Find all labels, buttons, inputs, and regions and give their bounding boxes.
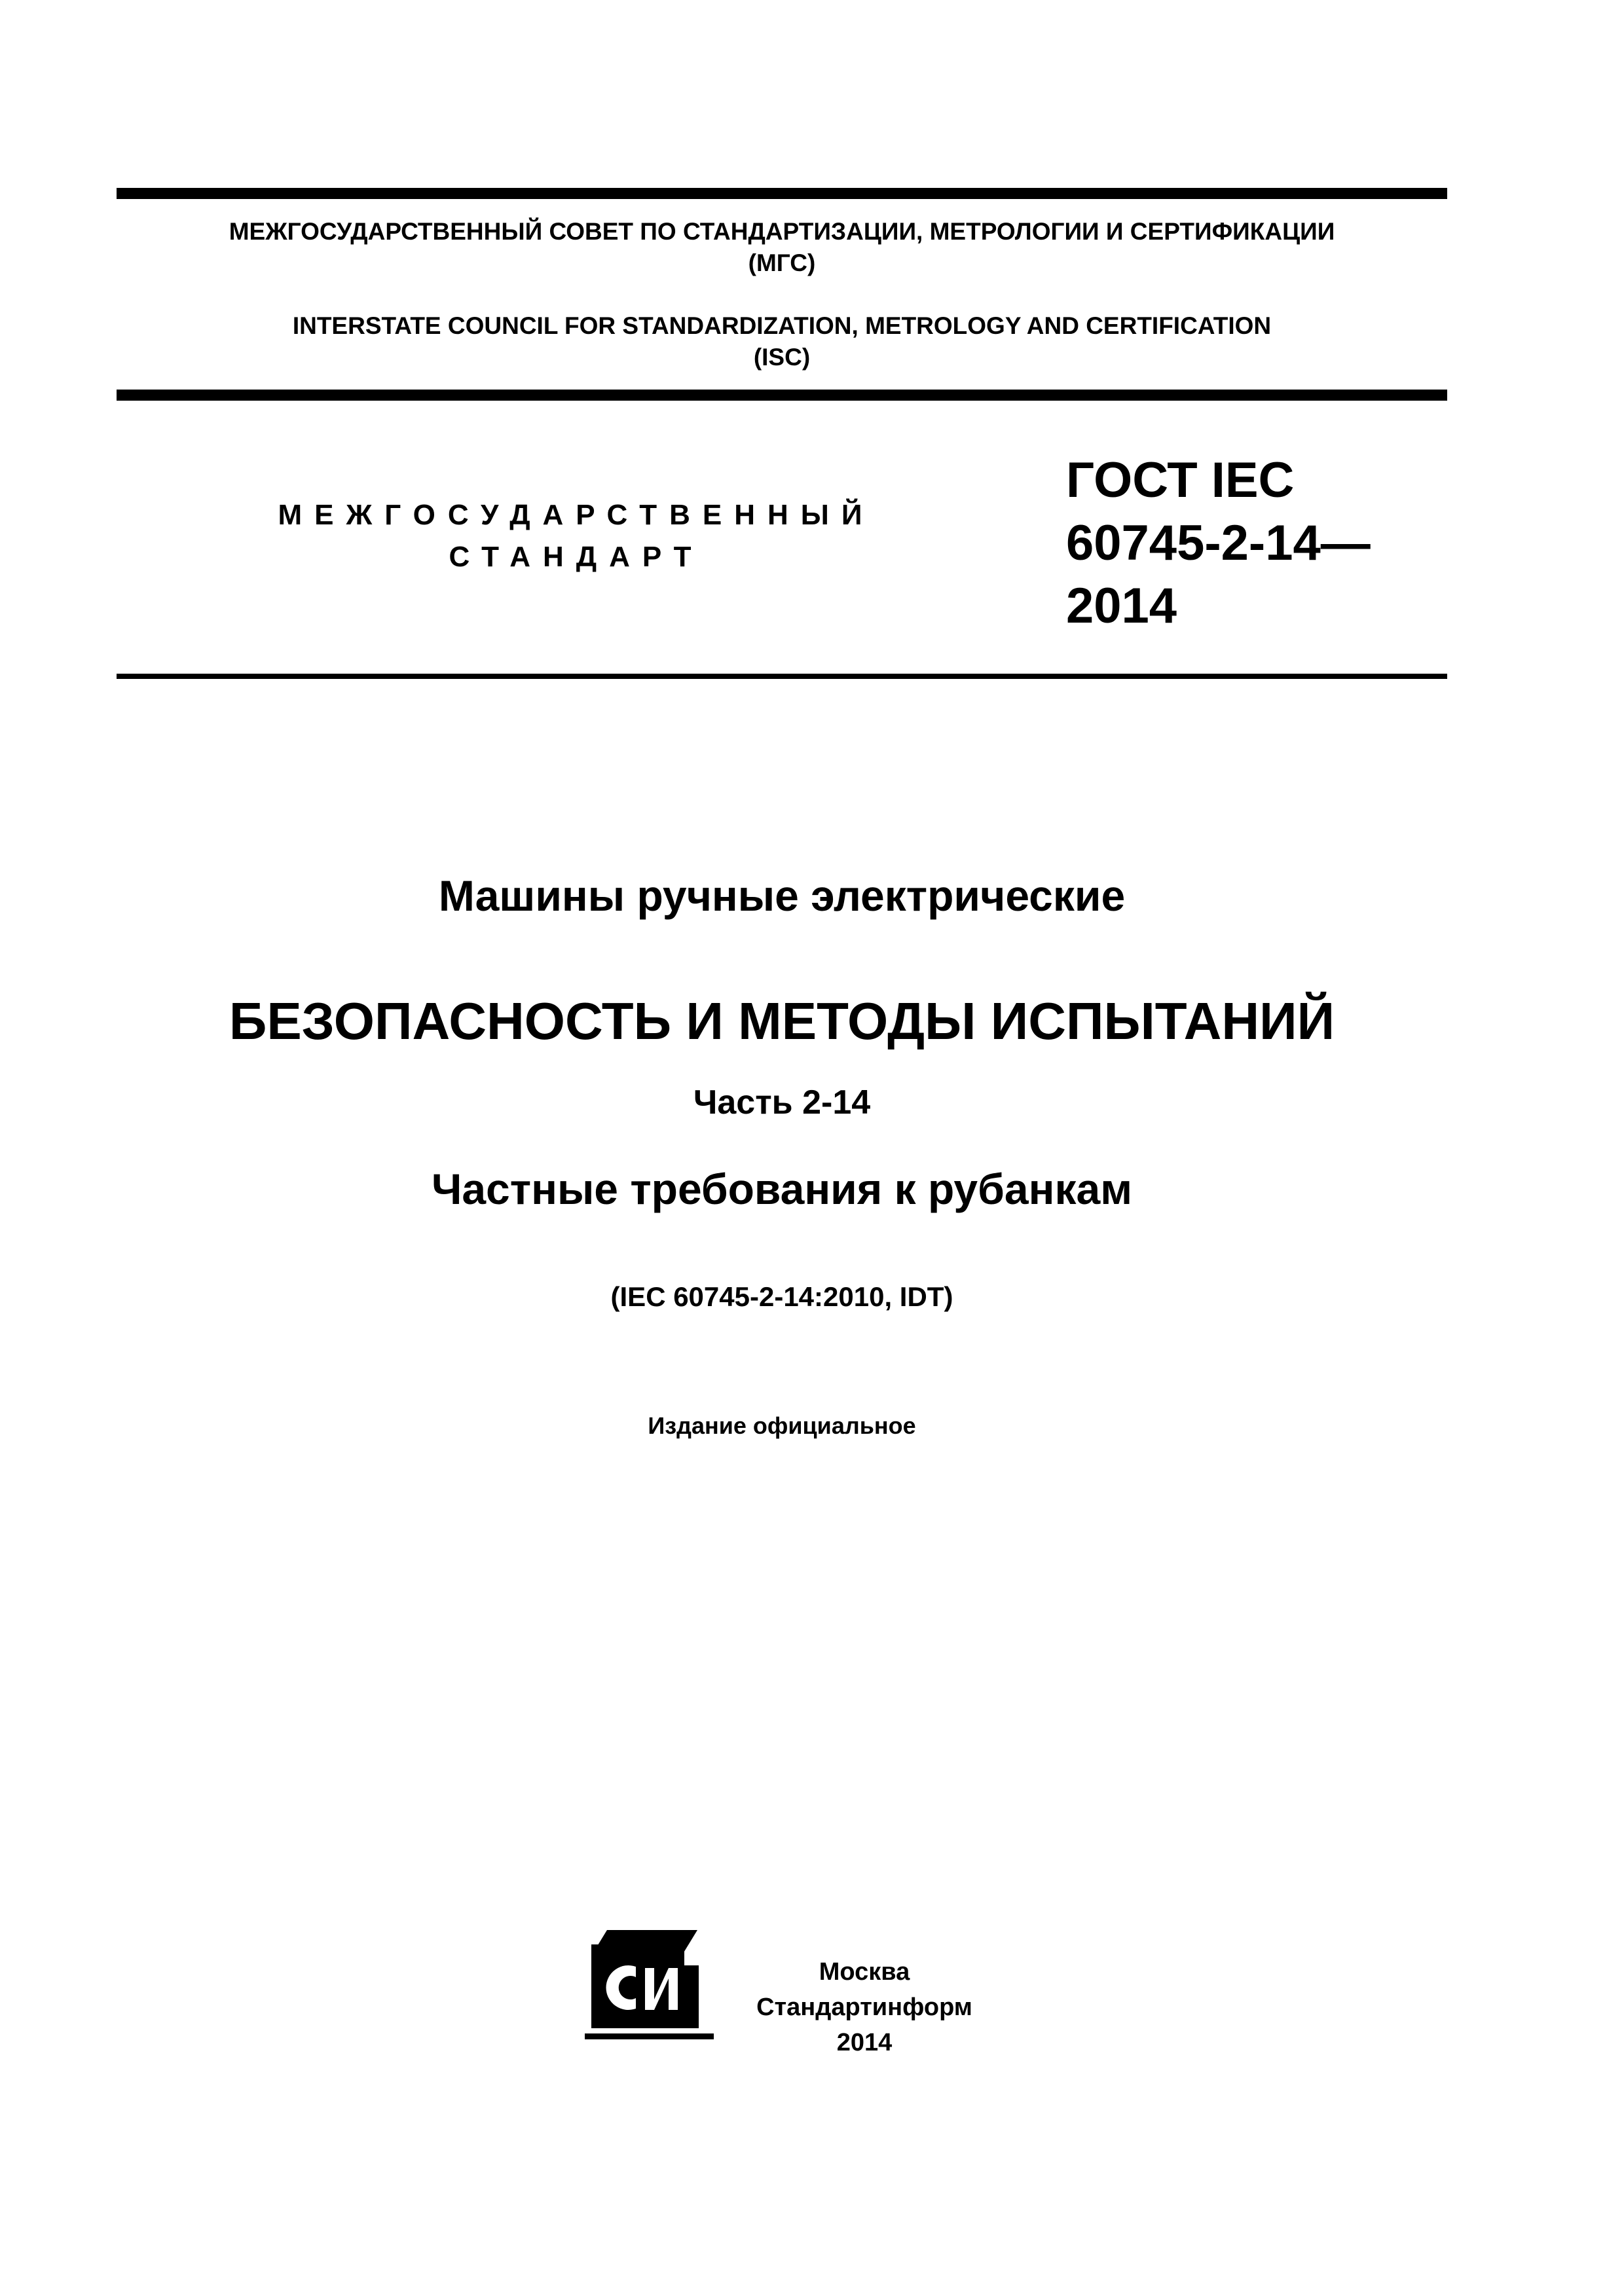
designation-line-2: 60745-2-14—	[1066, 515, 1371, 571]
council-abbr-en: (ISC)	[753, 344, 811, 371]
middle-rule	[117, 390, 1447, 401]
designation-line-3: 2014	[1066, 578, 1177, 634]
council-abbr-ru: (МГС)	[748, 249, 816, 276]
council-name-en: INTERSTATE COUNCIL FOR STANDARDIZATION, METROLOGY AND CERTIFICATION	[292, 312, 1272, 339]
top-rule	[117, 188, 1447, 199]
standard-type-line-1: МЕЖГОСУДАРСТВЕННЫЙ	[278, 499, 875, 531]
document-subtitle: Частные требования к рубанкам	[431, 1165, 1133, 1213]
publisher-city: Москва	[819, 1958, 910, 1986]
publisher-name: Стандартинформ	[756, 1994, 972, 2021]
designation-line-1: ГОСТ IEC	[1066, 452, 1295, 508]
document-title: Машины ручные электрические	[438, 871, 1126, 920]
council-name-ru: МЕЖГОСУДАРСТВЕННЫЙ СОВЕТ ПО СТАНДАРТИЗАЦИИ, МЕТРОЛОГИИ И СЕРТИФИКАЦИИ	[229, 218, 1335, 245]
iec-reference: (IEC 60745-2-14:2010, IDT)	[610, 1281, 953, 1312]
standartinform-logo-icon	[585, 1927, 714, 2043]
edition-note: Издание официальное	[648, 1412, 916, 1439]
standard-type-line-2: СТАНДАРТ	[449, 541, 704, 573]
document-part: Часть 2-14	[693, 1084, 871, 1121]
document-subject: БЕЗОПАСНОСТЬ И МЕТОДЫ ИСПЫТАНИЙ	[229, 992, 1335, 1050]
publication-year: 2014	[836, 2029, 893, 2056]
bottom-rule	[117, 674, 1447, 679]
